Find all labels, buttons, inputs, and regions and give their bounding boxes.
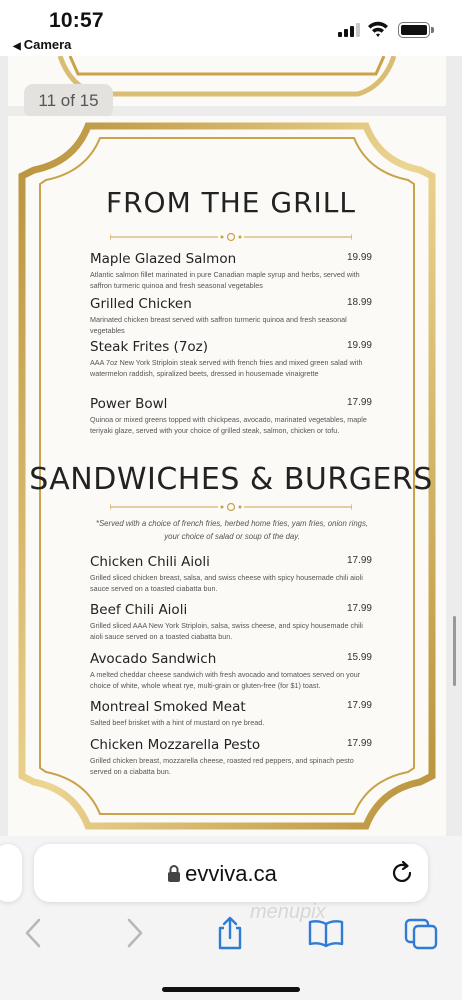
battery-icon xyxy=(398,22,430,38)
menu-item xyxy=(90,601,374,643)
browser-toolbar xyxy=(0,836,462,1000)
item-description: Grilled sliced chicken breast, salsa, and swiss cheese with spicy housemade chili aioli sauce served on a toasted ciabatta bun. xyxy=(90,573,363,593)
forward-chevron-icon[interactable] xyxy=(122,916,146,950)
item-name: Avocado Sandwich xyxy=(90,651,217,667)
back-chevron-icon[interactable] xyxy=(22,916,46,950)
menu-item xyxy=(90,736,374,778)
item-name: Steak Frites (7oz) xyxy=(90,339,209,355)
section-title-sandwiches: SANDWICHES & BURGERS xyxy=(29,462,433,497)
status-bar xyxy=(0,0,462,56)
item-price: 19.99 xyxy=(346,252,372,263)
item-price: 19.99 xyxy=(346,340,372,351)
clock: 10:57 xyxy=(49,9,104,32)
item-name: Maple Glazed Salmon xyxy=(90,251,237,267)
url-text: evviva.ca xyxy=(185,861,277,886)
divider-ornament xyxy=(110,231,352,243)
item-description: A melted cheddar cheese sandwich with fresh avocado and tomatoes served on your choice of white, whole wheat rye, multi-grain or gluten-free (for $1) toast. xyxy=(90,670,361,690)
menu-item xyxy=(90,338,374,380)
item-description: Grilled sliced AAA New York Striploin, salsa, swiss cheese, and spicy housemade chili aioli sauce served on a toasted ciabatta bun. xyxy=(90,621,363,641)
item-description: Atlantic salmon fillet marinated in pure Canadian maple syrup and herbs, served with saffron turmeric quinoa and fresh seasonal vegetables xyxy=(90,270,360,290)
item-name: Power Bowl xyxy=(90,396,168,412)
share-icon[interactable] xyxy=(214,916,246,950)
scroll-indicator[interactable] xyxy=(453,616,456,686)
menu-item xyxy=(90,698,374,729)
item-description: Marinated chicken breast served with saffron turmeric quinoa and fresh seasonal vegetables xyxy=(90,315,347,335)
watermark-text: menupix xyxy=(250,901,326,923)
item-name: Chicken Mozzarella Pesto xyxy=(90,737,261,753)
item-name: Grilled Chicken xyxy=(90,296,192,312)
menu-item xyxy=(90,250,374,292)
item-name: Chicken Chili Aioli xyxy=(90,554,210,570)
menu-item xyxy=(90,553,374,595)
sandwich-sides-note: *Served with a choice of french fries, herbed home fries, yam fries, onion rings, your choice of salad or soup of the day. xyxy=(95,519,369,541)
reload-icon[interactable] xyxy=(389,860,415,886)
item-name: Beef Chili Aioli xyxy=(90,602,188,618)
item-price: 17.99 xyxy=(346,738,372,749)
divider-ornament xyxy=(110,501,352,513)
item-description: AAA 7oz New York Striploin steak served with french fries and mixed green salad with watermelon raddish, spiralized beets, dressed in housemade vinaigrette xyxy=(90,358,363,378)
tabs-icon[interactable] xyxy=(404,916,440,950)
item-name: Montreal Smoked Meat xyxy=(90,699,246,715)
item-price: 17.99 xyxy=(346,700,372,711)
section-title-grill: FROM THE GRILL xyxy=(105,186,357,219)
address-bar[interactable] xyxy=(34,844,428,902)
item-description: Quinoa or mixed greens topped with chickpeas, avocado, marinated vegetables, maple teriyaki glaze, served with your choice of grilled steak, salmon, chicken or tofu. xyxy=(90,415,367,435)
item-description: Grilled chicken breast, mozzarella cheese, roasted red peppers, and spinach pesto served on a ciabatta bun. xyxy=(90,756,354,776)
item-price: 17.99 xyxy=(346,555,372,566)
item-price: 17.99 xyxy=(346,397,372,408)
previous-tab-card[interactable] xyxy=(0,844,22,902)
menu-item xyxy=(90,295,374,337)
item-price: 15.99 xyxy=(346,652,372,663)
page-indicator: 11 of 15 xyxy=(24,84,113,118)
home-indicator[interactable] xyxy=(162,987,300,992)
back-app-label: Camera xyxy=(23,37,72,52)
menu-item xyxy=(90,650,374,692)
item-price: 18.99 xyxy=(346,297,372,308)
item-price: 17.99 xyxy=(346,603,372,614)
cellular-signal-icon xyxy=(338,23,360,37)
back-arrow-icon: ◀ xyxy=(13,41,21,52)
menu-item xyxy=(90,395,374,437)
back-to-app-link[interactable] xyxy=(13,37,71,52)
bookmarks-icon[interactable] xyxy=(307,916,345,950)
wifi-icon xyxy=(367,20,389,38)
item-description: Salted beef brisket with a hint of mustard on rye bread. xyxy=(90,718,265,727)
